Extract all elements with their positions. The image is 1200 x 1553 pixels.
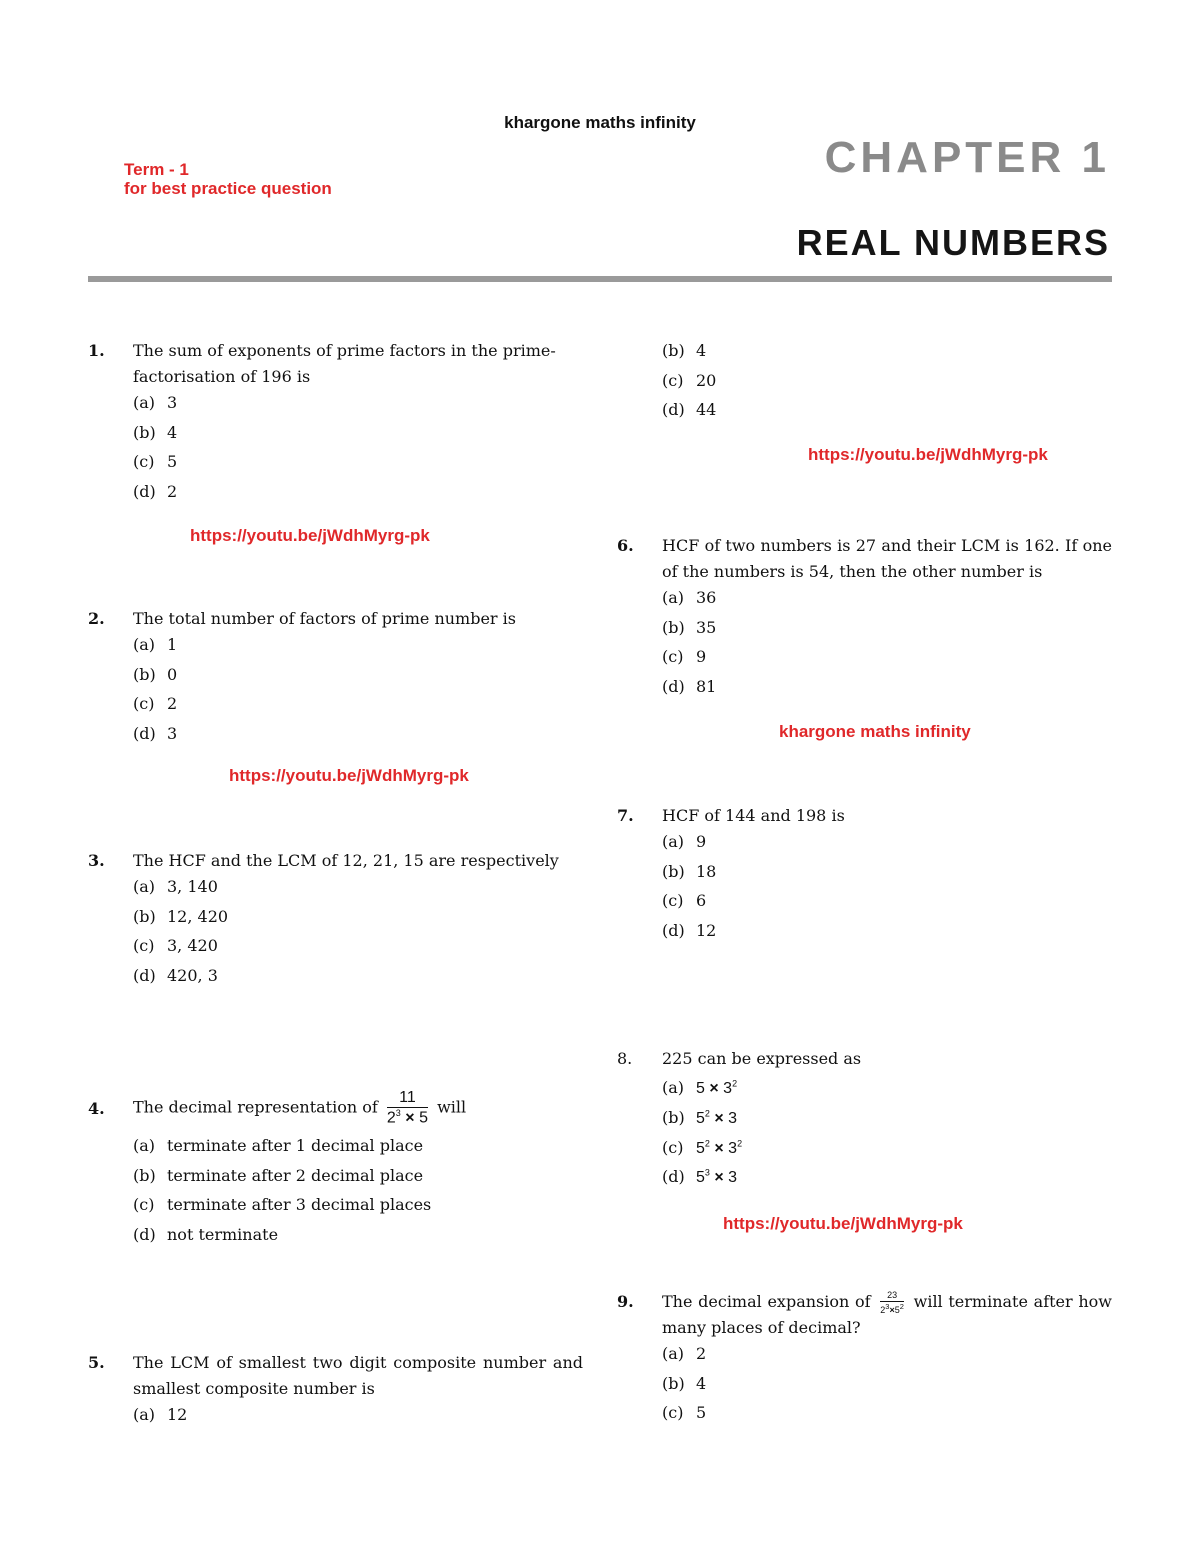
- option: (c) 6: [662, 891, 707, 911]
- header-rule: [88, 276, 1112, 282]
- option: (d) 3: [133, 724, 178, 744]
- practice-label: for best practice question: [124, 179, 332, 198]
- option: (a) 1: [133, 635, 178, 654]
- question-number: 6.: [617, 536, 634, 555]
- option: (b) 4: [662, 341, 707, 360]
- question-stem: The sum of exponents of prime factors in the prime-factorisation of 196 is: [133, 341, 556, 386]
- option: (b) 12, 420: [133, 906, 229, 926]
- option: (c) 5: [662, 1403, 707, 1423]
- option: (a) 9: [662, 832, 707, 851]
- options-list: [133, 872, 228, 991]
- question-stem: HCF of two numbers is 27 and their LCM is 162. If one of the numbers is 54, then the other number is: [662, 536, 1112, 581]
- option: (a) 12: [133, 1405, 188, 1424]
- question-stem: HCF of 144 and 198 is: [662, 806, 845, 825]
- option: (a) terminate after 1 decimal place: [133, 1136, 424, 1155]
- option: (a) 3: [133, 393, 178, 412]
- options-list: [133, 630, 177, 749]
- option: (b) 18: [662, 861, 717, 881]
- option: (a) 36: [662, 588, 717, 607]
- options-list: [133, 1131, 431, 1250]
- fraction: $\frac{23}{2^3\times 5^2}$: [880, 1289, 904, 1315]
- question-stem: The LCM of smallest two digit composite number and smallest composite number is: [133, 1353, 583, 1398]
- option: (a) $5 \times 3^2$: [662, 1078, 738, 1098]
- option: (a) 3, 140: [133, 877, 218, 896]
- term-note: [124, 160, 332, 198]
- option: (c) $5^2 \times 3^2$: [662, 1137, 743, 1157]
- option: (d) 2: [133, 482, 178, 502]
- question-number: 2.: [88, 609, 105, 628]
- options-list: [133, 1400, 187, 1430]
- question-number: 3.: [88, 851, 105, 870]
- option: (d) 420, 3: [133, 966, 218, 986]
- option: (d) 44: [662, 400, 717, 420]
- option: (d) $5^3 \times 3$: [662, 1167, 738, 1187]
- question-number: 5.: [88, 1353, 105, 1372]
- question-number: 9.: [617, 1292, 634, 1311]
- option: (c) 3, 420: [133, 936, 218, 956]
- option: (c) 5: [133, 452, 178, 472]
- video-link[interactable]: https://youtu.be/jWdhMyrg-pk: [190, 526, 430, 545]
- option: (d) 12: [662, 921, 717, 941]
- video-link[interactable]: https://youtu.be/jWdhMyrg-pk: [808, 445, 1048, 464]
- option: (b) 4: [133, 422, 178, 442]
- option: (c) 20: [662, 370, 717, 390]
- question-number: 8.: [617, 1049, 633, 1068]
- option: (c) 9: [662, 647, 707, 667]
- options-list: [662, 1339, 706, 1428]
- options-list: [133, 388, 177, 507]
- question-stem: The total number of factors of prime number is: [133, 609, 516, 628]
- term-label: Term - 1: [124, 160, 189, 179]
- question-stem: 225 can be expressed as: [662, 1049, 862, 1068]
- fraction: $\frac{11}{2^3 \times 5}$: [386, 1089, 428, 1127]
- question-stem: The decimal representation of $\frac{11}{2^3 \times 5}$ will: [133, 1089, 467, 1127]
- option: (b) 35: [662, 617, 717, 637]
- question-number: 1.: [88, 341, 105, 360]
- watermark-text: khargone maths infinity: [779, 722, 971, 741]
- option: (c) terminate after 3 decimal places: [133, 1195, 432, 1215]
- option: (d) 81: [662, 677, 717, 697]
- brand-title: khargone maths infinity: [504, 113, 696, 132]
- options-list: [662, 1070, 742, 1189]
- option: (b) 4: [662, 1373, 707, 1393]
- video-link[interactable]: https://youtu.be/jWdhMyrg-pk: [723, 1214, 963, 1233]
- option: (b) terminate after 2 decimal place: [133, 1165, 424, 1185]
- option: (c) 2: [133, 694, 178, 714]
- option: (b) 0: [133, 664, 178, 684]
- option: (b) $5^2 \times 3$: [662, 1108, 738, 1128]
- question-number: 7.: [617, 806, 634, 825]
- question-stem: The decimal expansion of $\frac{23}{2^3\times 5^2}$ will terminate after how many places of decimal?: [662, 1289, 1112, 1337]
- chapter-heading: CHAPTER 1: [824, 133, 1110, 182]
- video-link[interactable]: https://youtu.be/jWdhMyrg-pk: [229, 766, 469, 785]
- question-number: 4.: [88, 1099, 105, 1118]
- options-list: [662, 583, 716, 702]
- question-stem: The HCF and the LCM of 12, 21, 15 are respectively: [133, 851, 559, 870]
- subject-heading: REAL NUMBERS: [796, 222, 1110, 263]
- option: (a) 2: [662, 1344, 707, 1363]
- option: (d) not terminate: [133, 1225, 279, 1245]
- options-list-continued: [662, 336, 716, 425]
- options-list: [662, 827, 716, 946]
